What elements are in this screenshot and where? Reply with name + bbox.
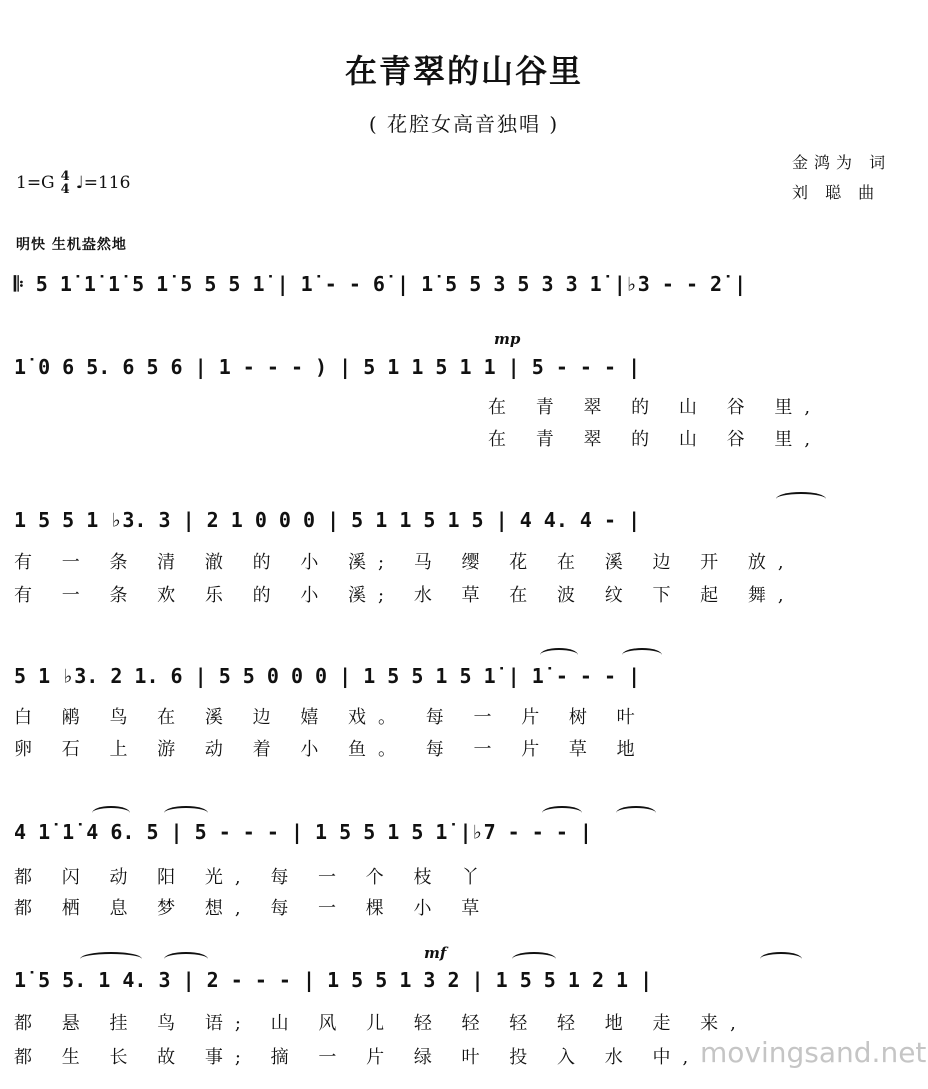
dynamic-mp: mp <box>494 330 521 348</box>
tempo-marking: ♩=116 <box>75 173 131 193</box>
lyrics-line-3-verse-1: 有 一 条 清 澈 的 小 溪; 马 缨 花 在 溪 边 开 放, <box>14 552 796 573</box>
dynamic-mf: mf <box>424 944 447 962</box>
notation-line-5: 4 1̇ 1̇ 4 6. 5 | 5 - - - | 1 5 5 1 5 1̇ |♭7 - - - | <box>14 820 592 844</box>
time-signature-top: 4 <box>60 169 70 184</box>
lyrics-line-4-verse-1: 白 鹇 鸟 在 溪 边 嬉 戏。 每 一 片 树 叶 <box>14 707 647 728</box>
slur-mark <box>164 806 208 820</box>
time-signature-bottom: 4 <box>60 182 70 197</box>
slur-mark <box>616 806 656 820</box>
lyrics-line-3-verse-2: 有 一 条 欢 乐 的 小 溪; 水 草 在 波 纹 下 起 舞, <box>14 585 796 606</box>
notation-line-3: 1 5 5 1 ♭3. 3 | 2 1 0 0 0 | 5 1 1 5 1 5 | 4 4. 4 - | <box>14 508 641 532</box>
key-signature-line <box>16 170 130 196</box>
composer-credit: 刘 聪 曲 <box>792 183 881 202</box>
time-signature <box>61 170 70 196</box>
lyrics-line-2-verse-1: 在 青 翠 的 山 谷 里, <box>488 397 823 418</box>
lyrics-line-5-verse-2: 都 栖 息 梦 想, 每 一 棵 小 草 <box>14 898 492 919</box>
lyrics-line-6-verse-1: 都 悬 挂 鸟 语; 山 风 儿 轻 轻 轻 轻 地 走 来, <box>14 1013 748 1034</box>
slur-mark <box>540 648 578 662</box>
notation-line-2: 1̇ 0 6 5. 6 5 6 | 1 - - - ) | 5 1 1 5 1 1 | 5 - - - | <box>14 355 641 379</box>
slur-mark <box>760 952 802 966</box>
page-subtitle: ( 花腔女高音独唱 ) <box>368 112 560 136</box>
lyrics-line-4-verse-2: 卵 石 上 游 动 着 小 鱼。 每 一 片 草 地 <box>14 739 647 760</box>
notation-line-1: 𝄆 5 1̇ 1̇ 1̇ 5 1̇ 5 5 5 1̇ | 1̇ - - 6̇ | 1̇ 5 5 3 5 3 3 1̇ |♭3 - - 2̇ | <box>14 272 747 296</box>
lyrics-line-2-verse-2: 在 青 翠 的 山 谷 里, <box>488 429 823 450</box>
page-title: 在青翠的山谷里 <box>344 52 583 90</box>
key-signature: 1=G <box>16 173 55 193</box>
slur-mark <box>512 952 556 966</box>
expression-marking: 明快 生机盎然地 <box>16 237 127 253</box>
lyricist-credit: 金鸿为 词 <box>792 153 892 172</box>
notation-line-4: 5 1 ♭3. 2 1. 6 | 5 5 0 0 0 | 1 5 5 1 5 1̇ | 1̇ - - - | <box>14 664 641 688</box>
lyrics-line-5-verse-1: 都 闪 动 阳 光, 每 一 个 枝 丫 <box>14 867 492 888</box>
slur-mark <box>80 952 142 966</box>
lyrics-line-6-verse-2: 都 生 长 故 事; 摘 一 片 绿 叶 投 入 水 中, <box>14 1047 701 1068</box>
notation-line-6: 1̇ 5 5. 1 4. 3 | 2 - - - | 1 5 5 1 3 2 | 1 5 5 1 2 1 | <box>14 968 653 992</box>
slur-mark <box>542 806 582 820</box>
slur-mark <box>92 806 130 820</box>
slur-mark <box>622 648 662 662</box>
watermark: movingsand.net <box>700 1036 927 1069</box>
slur-mark <box>776 492 826 506</box>
slur-mark <box>164 952 208 966</box>
